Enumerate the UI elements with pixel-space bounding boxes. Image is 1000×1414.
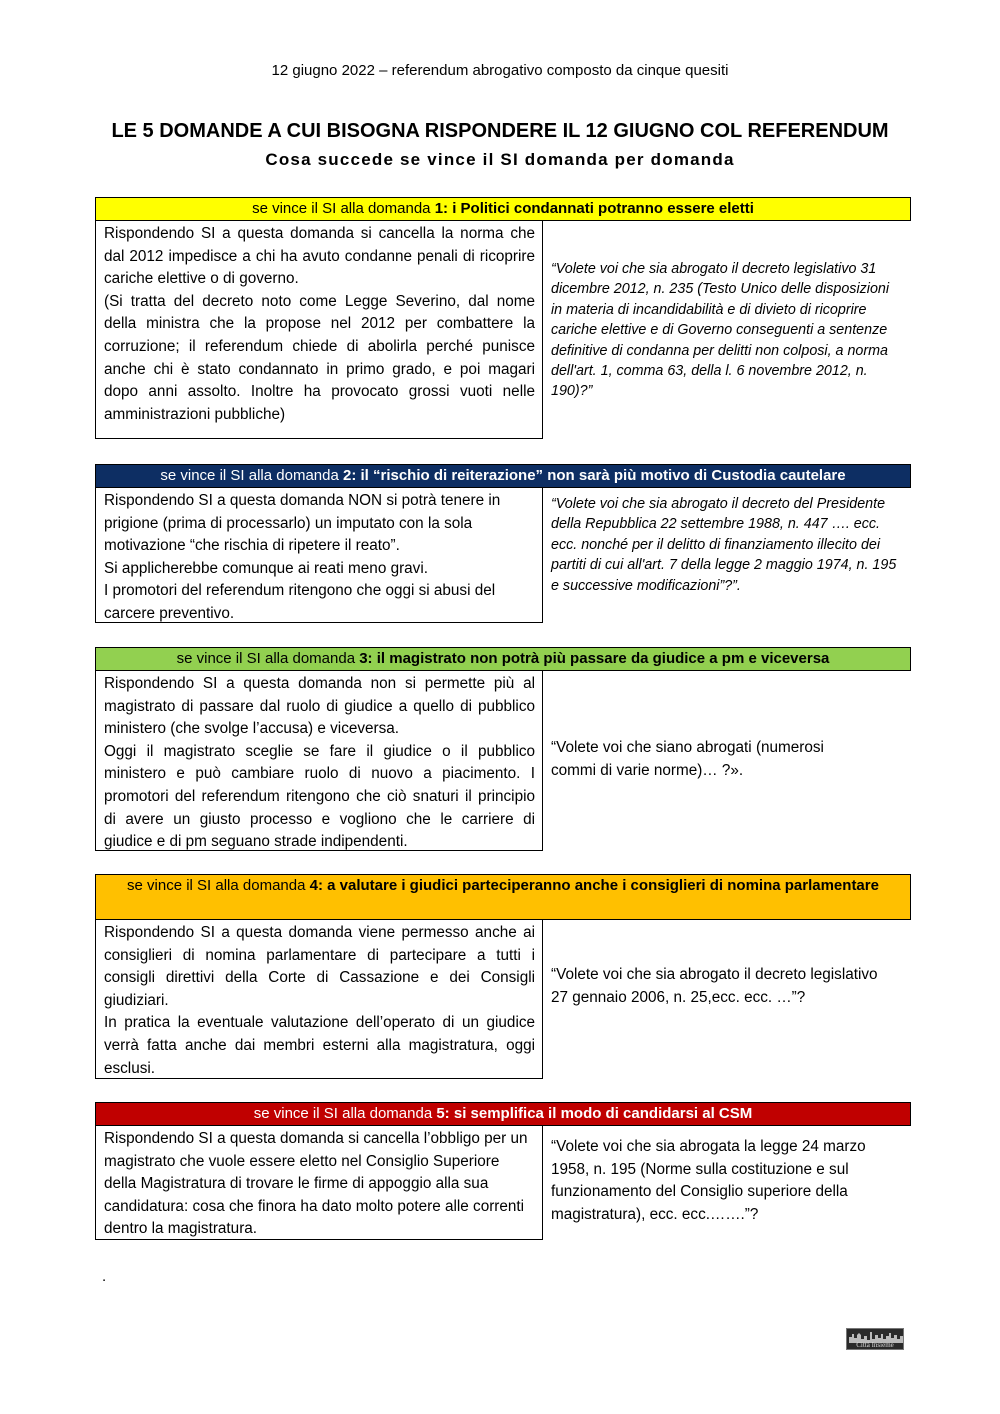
question-4-header-title: 4: a valutare i giudici parteciperanno anche i consiglieri di nomina parlamentare [309,877,879,894]
question-4-header [95,874,911,920]
question-3-header-prefix: se vince il SI alla domanda [176,650,360,667]
trailing-dot: . [102,1268,107,1285]
question-3-quote: “Volete voi che siano abrogati (numerosi commi di varie norme)… ?». [551,739,824,779]
question-2-quote: “Volete voi che sia abrogato il decreto del Presidente della Repubblica 22 settembre 1988, n. 447 …. ecc. ecc. nonché per il delitto di finanziamento illecito dei partiti di cui all'art. 7 della legge 2 maggio 1974, n. 195 e successive modificazioni”?”. [551,496,897,594]
question-5-header-title: 5: si semplifica il modo di candidarsi al CSM [436,1105,753,1122]
question-1-header [95,197,911,221]
page-subtitle: Cosa succede se vince il SI domanda per domanda [265,150,735,169]
logo-text: Città Insieme [856,1341,894,1349]
question-5-body: Rispondendo SI a questa domanda si cancella l’obbligo per un magistrato che vuole essere eletto nel Consiglio Superiore della Magistratura di trovare le firme di appoggio alla sua candidatura: cosa che finora ha dato molto potere alle correnti dentro la magistratura. [95,1126,543,1240]
question-5-header [95,1102,911,1126]
question-4-quote: “Volete voi che sia abrogato il decreto legislativo 27 gennaio 2006, n. 25,ecc. ecc. …”? [551,966,878,1006]
question-2-header-title: 2: il “rischio di reiterazione” non sarà più motivo di Custodia cautelare [342,467,846,484]
question-1-header-title: 1: i Politici condannati potranno essere eletti [434,200,754,217]
question-3-header [95,647,911,671]
question-5-quote: “Volete voi che sia abrogata la legge 24 marzo 1958, n. 195 (Norme sulla costituzione e sul funzionamento del Consiglio superiore della magistratura), ecc. ecc.…….”? [551,1138,866,1223]
question-2-body: Rispondendo SI a questa domanda NON si potrà tenere in prigione (prima di processarlo) un imputato con la sola motivazione “che rischia di ripetere il reato”. Si applicherebbe comunque ai reati meno gravi. I promotori del referendum ritengono che oggi si abusi del carcere preventivo. [95,488,543,623]
question-4-body: Rispondendo SI a questa domanda viene permesso anche ai consiglieri di nomina parlamentare di partecipare a tutti i consigli direttivi della Corte di Cassazione e dei Consigli giudiziari. In pratica la eventuale valutazione dell’operato di un giudice verrà fatta anche dai membri esterni alla magistratura, oggi esclusi. [95,920,543,1079]
question-3-body: Rispondendo SI a questa domanda non si permette più al magistrato di passare dal ruolo di giudice a quello di pubblico ministero (che svolge l’accusa) e viceversa. Oggi il magistrato sceglie se fare il giudice o il pubblico ministero e può cambiare ruolo di nuovo a piacimento. I promotori del referendum ritengono che ciò snaturi il principio di avere un giusto processo e vogliono che le carriere di giudice e di pm seguano strade indipendenti. [95,671,543,851]
page-title: LE 5 DOMANDE A CUI BISOGNA RISPONDERE IL 12 GIUGNO COL REFERENDUM [111,120,889,142]
page-header: 12 giugno 2022 – referendum abrogativo composto da cinque quesiti [271,62,729,79]
question-2-header [95,464,911,488]
question-1-quote: “Volete voi che sia abrogato il decreto legislativo 31 dicembre 2012, n. 235 (Testo Unico delle disposizioni in materia di incandidabilità e di divieto di ricoprire cariche elettive e di Governo conseguenti a sentenze definitive di condanna per delitti non colposi, a norma dell'art. 1, comma 63, della l. 6 novembre 2012, n. 190)?” [551,261,890,400]
question-1-header-prefix: se vince il SI alla domanda [252,200,435,217]
citta-insieme-logo [846,1328,904,1350]
question-4-header-prefix: se vince il SI alla domanda [127,877,310,894]
question-1-body: Rispondendo SI a questa domanda si cancella la norma che dal 2012 impedisce a chi ha avuto condanne penali di ricoprire cariche elettive o di governo. (Si tratta del decreto noto come Legge Severino, dal nome della ministra che la propose nel 2012 per combattere la corruzione; il referendum chiede di abolirla perché punisce anche chi è stato condannato in primo grado, e poi magari dopo anni assolto. Inoltre ha provocato grossi vuoti nelle amministrazioni pubbliche) [95,221,543,439]
question-5-header-prefix: se vince il SI alla domanda [253,1105,437,1122]
question-3-header-title: 3: il magistrato non potrà più passare da giudice a pm e viceversa [359,650,830,667]
question-2-header-prefix: se vince il SI alla domanda [160,467,343,484]
